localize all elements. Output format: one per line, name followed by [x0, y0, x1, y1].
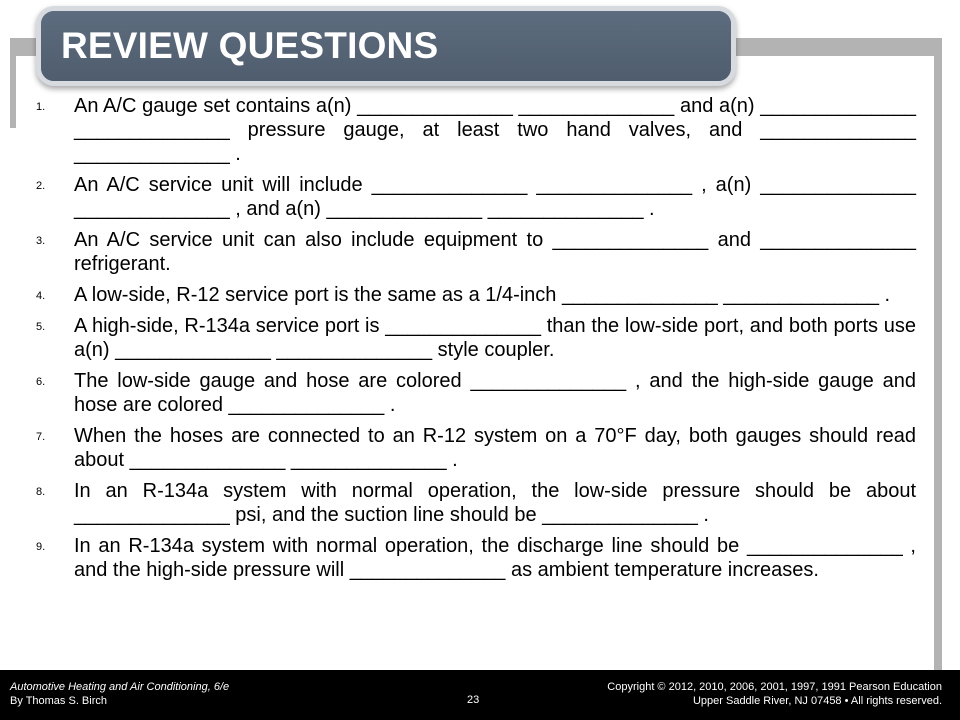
- question-item: [36, 369, 916, 417]
- question-list: [36, 94, 916, 589]
- question-text: A high-side, R-134a service port is ______________ than the low-side port, and both ports use a(n) ______________ ______________ style coupler.: [74, 315, 916, 361]
- footer-book-info: [10, 680, 229, 708]
- question-text: In an R-134a system with normal operation, the discharge line should be ______________ , and the high-side pressure will ______________ as ambient temperature increases.: [74, 535, 916, 581]
- question-text: An A/C gauge set contains a(n) ______________ ______________ and a(n) ______________ ______________ pressure gauge, at least two hand valves, and ______________ ______________ .: [74, 95, 916, 165]
- question-item: [36, 479, 916, 527]
- question-item: [36, 424, 916, 472]
- book-title: Automotive Heating and Air Conditioning, 6/e: [10, 681, 230, 693]
- question-item: [36, 314, 916, 362]
- question-number: 3.: [36, 235, 46, 247]
- question-number: 7.: [36, 431, 46, 443]
- question-number: 8.: [36, 486, 46, 498]
- question-number: 9.: [36, 541, 46, 553]
- publisher-address: Upper Saddle River, NJ 07458 • All rights reserved.: [692, 695, 942, 707]
- question-text: A low-side, R-12 service port is the same as a 1/4-inch ______________ ______________ .: [74, 284, 891, 306]
- question-text: An A/C service unit can also include equipment to ______________ and ______________ refrigerant.: [74, 229, 916, 275]
- question-item: [36, 228, 916, 276]
- frame-left-border: [10, 38, 16, 128]
- copyright-text: Copyright © 2012, 2010, 2006, 2001, 1997, 1991 Pearson Education: [607, 681, 942, 693]
- title-bar-inner: [41, 11, 731, 81]
- question-number: 1.: [36, 101, 46, 113]
- question-text: When the hoses are connected to an R-12 system on a 70°F day, both gauges should read about ______________ ______________ .: [74, 425, 916, 471]
- question-number: 5.: [36, 321, 46, 333]
- question-text: In an R-134a system with normal operation, the low-side pressure should be about ______________ psi, and the suction line should be ______________ .: [74, 480, 916, 526]
- footer-copyright: [607, 680, 942, 708]
- book-author: By Thomas S. Birch: [10, 695, 107, 707]
- question-number: 6.: [36, 376, 46, 388]
- question-number: 4.: [36, 290, 46, 302]
- question-item: [36, 534, 916, 582]
- footer-bar: [0, 670, 960, 720]
- question-item: [36, 283, 916, 307]
- question-item: [36, 94, 916, 166]
- page-number: 23: [467, 694, 480, 706]
- slide-title: REVIEW QUESTIONS: [61, 25, 439, 66]
- question-text: An A/C service unit will include ______________ ______________ , a(n) ______________ ______________ , and a(n) ______________ ______________ .: [74, 174, 916, 220]
- question-number: 2.: [36, 180, 46, 192]
- question-text: The low-side gauge and hose are colored ______________ , and the high-side gauge and hose are colored ______________ .: [74, 370, 916, 416]
- frame-right-border: [934, 38, 942, 670]
- question-item: [36, 173, 916, 221]
- title-bar: [36, 6, 736, 86]
